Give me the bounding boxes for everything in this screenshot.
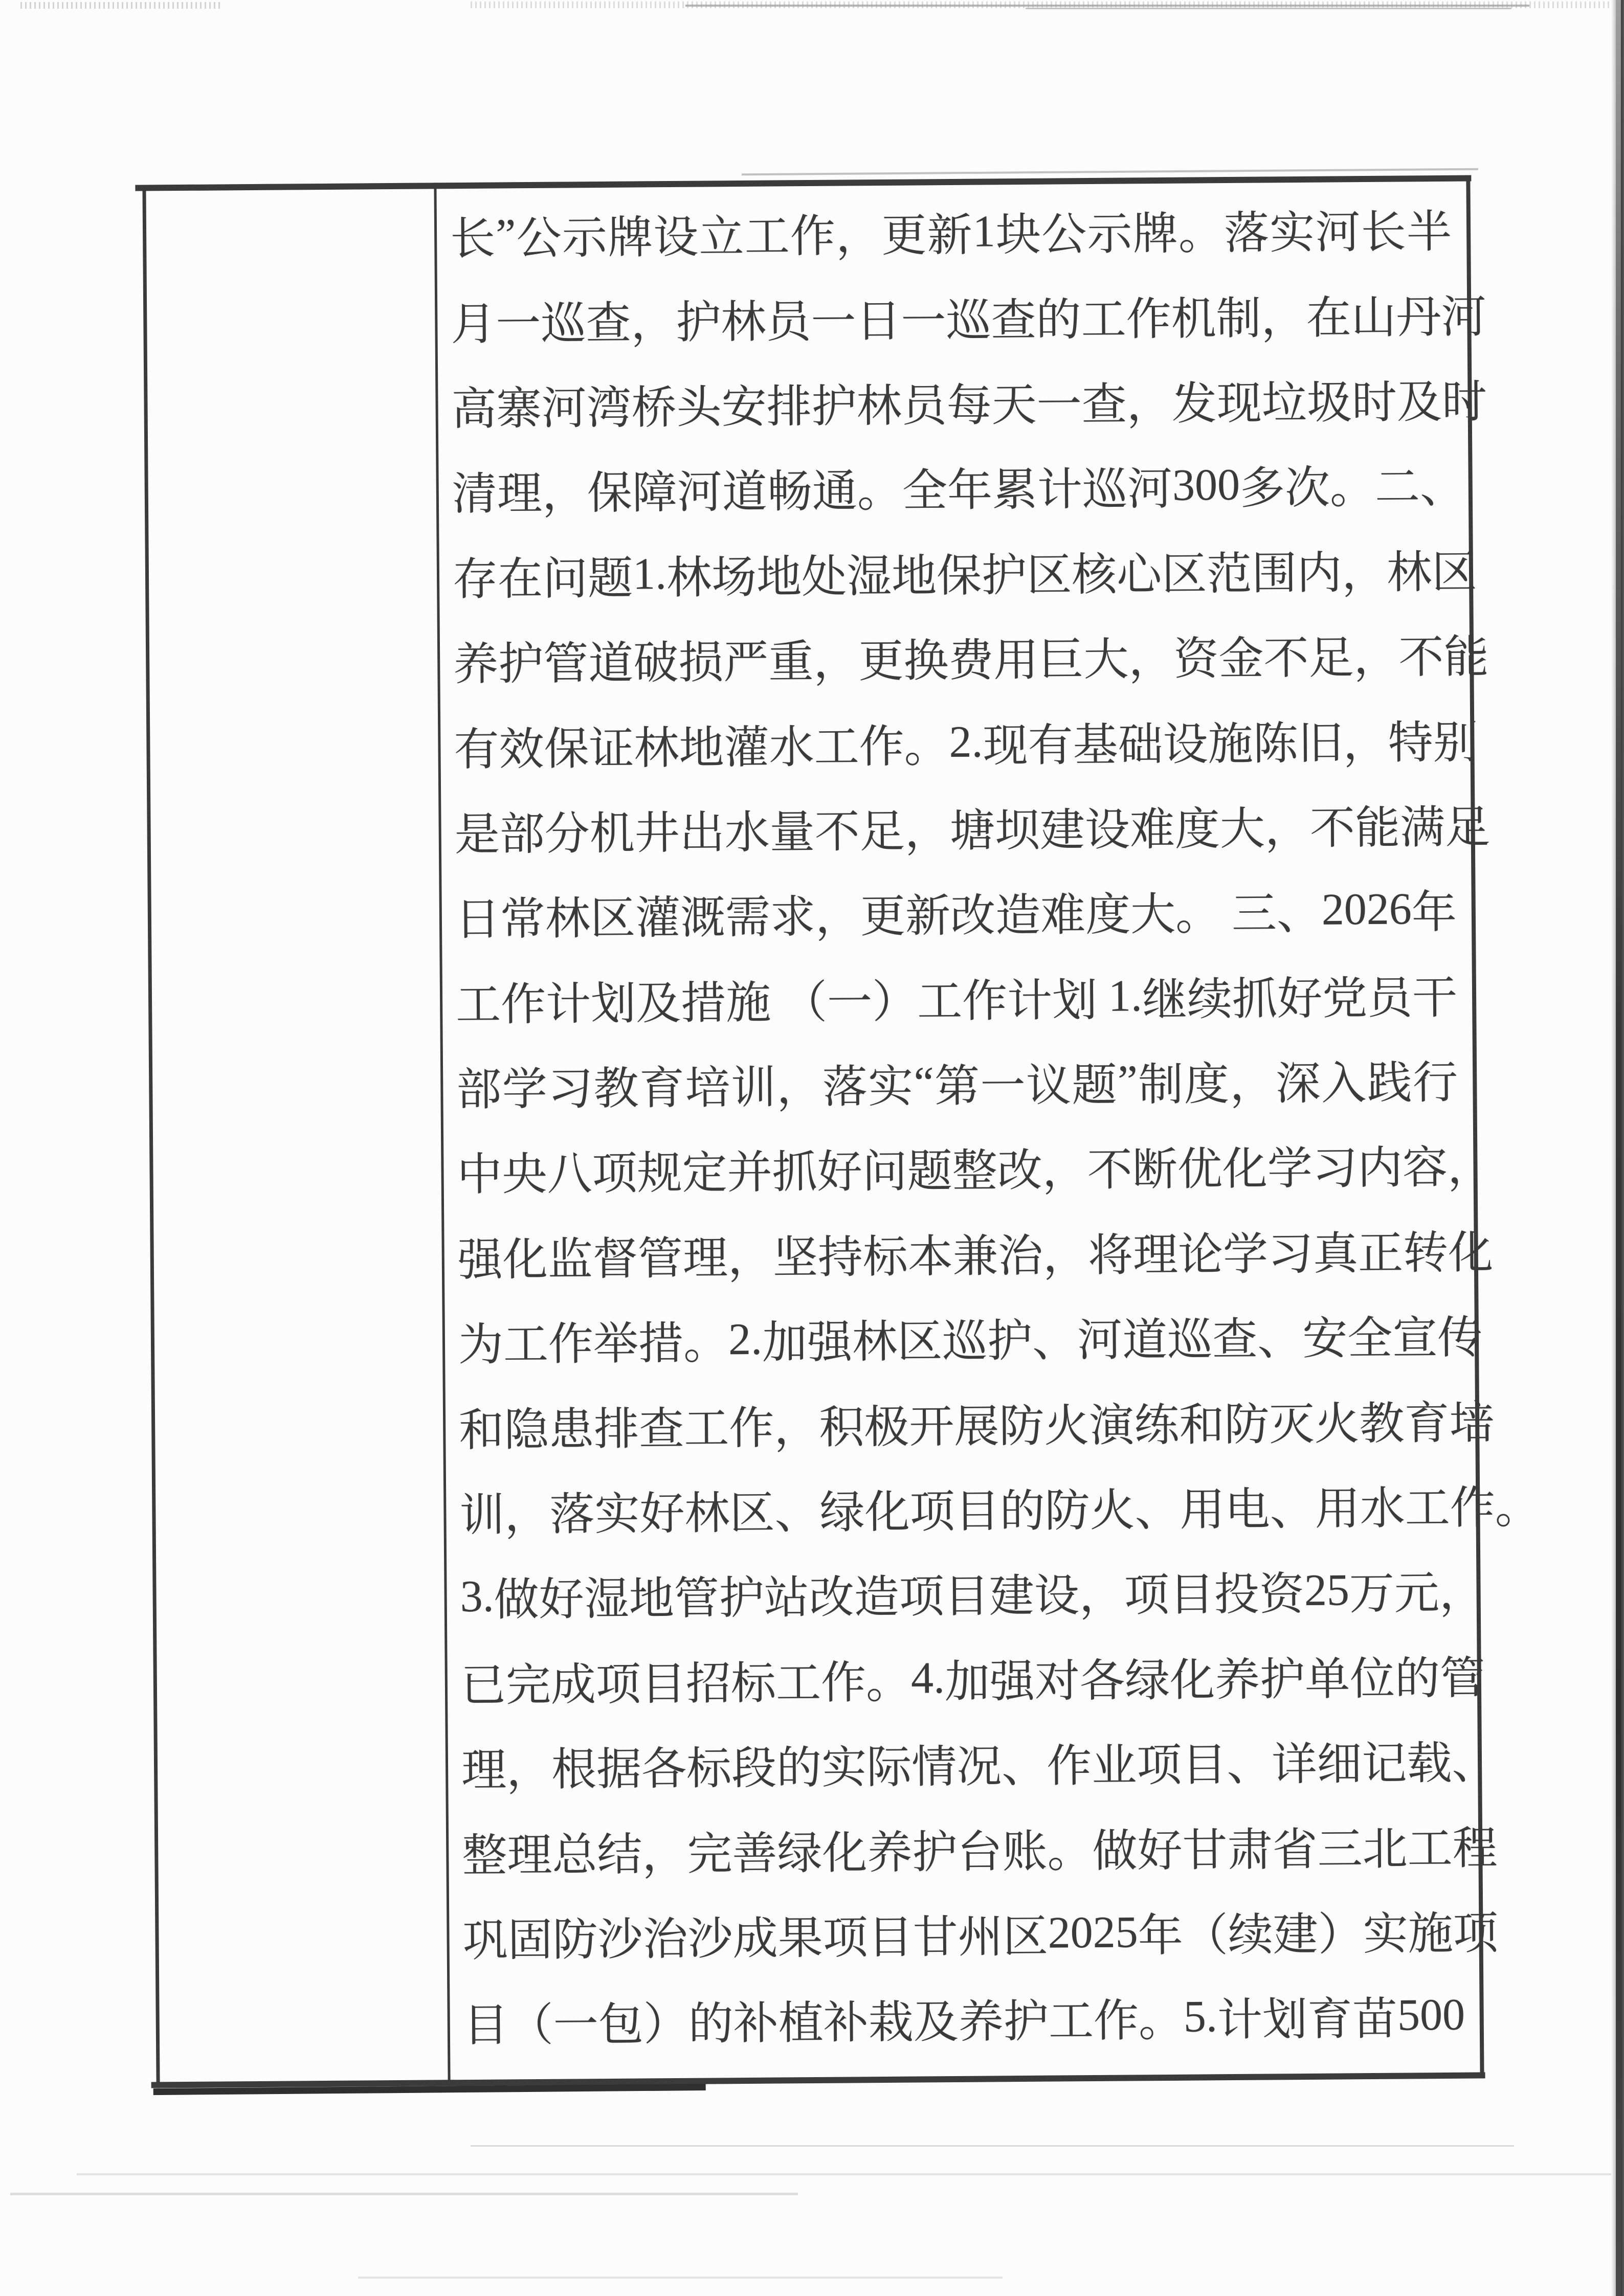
- scan-noise-above-border: [742, 168, 1478, 176]
- text-line: 日 常 林 区 灌 溉 需 求 ， 更 新 改 造 难 度 大 。 三 、 2026 年: [455, 884, 1457, 946]
- scan-noise-top-left: [20, 2, 220, 9]
- text-line: 训 ， 落 实 好 林 区 、 绿 化 项 目 的 防 火 、 用 电 、 用 水 工 作 。: [459, 1483, 1541, 1541]
- text-line: 长 ” 公 示 牌 设 立 工 作 ， 更 新 1 块 公 示 牌 。 落 实 河 长 半: [450, 207, 1452, 265]
- scan-noise-top-band: [471, 2, 1611, 8]
- text-line: 高 寨 河 湾 桥 头 安 排 护 林 员 每 天 一 查 ， 发 现 垃 圾 时 及 时: [451, 377, 1487, 435]
- text-line: 为 工 作 举 措 。 2. 加 强 林 区 巡 护 、 河 道 巡 查 、 安 全 宣 传: [458, 1313, 1483, 1371]
- text-line: 月 一 巡 查 ， 护 林 员 一 日 一 巡 查 的 工 作 机 制 ， 在 山 丹 河: [451, 292, 1487, 350]
- text-line: 已 完 成 项 目 招 标 工 作 。 4. 加 强 对 各 绿 化 养 护 单 位 的 管: [460, 1653, 1485, 1711]
- text-line: 强 化 监 督 管 理 ， 坚 持 标 本 兼 治 ， 将 理 论 学 习 真 正 转 化: [457, 1228, 1494, 1286]
- text-line: 3. 做 好 湿 地 管 护 站 改 造 项 目 建 设 ， 项 目 投 资 25 万 元 ，: [460, 1565, 1485, 1626]
- text-line: 部 学 习 教 育 培 训 ， 落 实 “ 第 一 议 题 ” 制 度 ， 深 入 践 行: [456, 1056, 1458, 1116]
- text-line: 工 作 计 划 及 措 施 （ 一 ） 工 作 计 划 1. 继 续 抓 好 党 员 干: [455, 971, 1458, 1030]
- scan-noise-bottom-1: [471, 2145, 1514, 2147]
- text-line: 目 （ 一 包 ） 的 补 植 补 栽 及 养 护 工 作 。 5. 计 划 育 苗 500: [463, 1990, 1465, 2052]
- text-line: 中 央 八 项 规 定 并 抓 好 问 题 整 改 ， 不 断 优 化 学 习 内 容 ，: [457, 1143, 1493, 1201]
- text-line: 巩 固 防 沙 治 沙 成 果 项 目 甘 州 区 2025 年 （ 续 建 ） 实 施 项: [462, 1907, 1499, 1967]
- scan-noise-bottom-4: [358, 2277, 1003, 2279]
- text-line: 存 在 问 题 1. 林 场 地 处 湿 地 保 护 区 核 心 区 范 围 内 ， 林 区: [452, 548, 1477, 605]
- table-label-cell-empty: [146, 189, 448, 2082]
- text-line: 和 隐 患 排 查 工 作 ， 积 极 开 展 防 火 演 练 和 防 灭 火 教 育 培: [458, 1398, 1495, 1456]
- table-content-cell: [450, 186, 1541, 2065]
- text-line: 清 理 ， 保 障 河 道 畅 通 。 全 年 累 计 巡 河 300 多 次 。 二 、: [452, 460, 1465, 520]
- report-table: [142, 175, 1541, 2088]
- page-edge-line: [1616, 0, 1621, 2296]
- scan-noise-bottom-3: [10, 2193, 798, 2195]
- text-line: 养 护 管 道 破 损 严 重 ， 更 换 费 用 巨 大 ， 资 金 不 足 ， 不 能: [453, 633, 1489, 690]
- scan-noise-top-dash-1: [685, 5, 1529, 7]
- text-line: 整 理 总 结 ， 完 善 绿 化 养 护 台 账 。 做 好 甘 肃 省 三 北 工 程: [462, 1824, 1498, 1881]
- table-border-right: [1466, 175, 1484, 2079]
- scan-noise-top-dash-2: [1026, 8, 1511, 9]
- text-line: 有 效 保 证 林 地 灌 水 工 作 。 2. 现 有 基 础 设 施 陈 旧 ， 特 别: [454, 717, 1479, 775]
- scan-noise-bottom-2: [77, 2173, 1611, 2175]
- text-line: 是 部 分 机 井 出 水 量 不 足 ， 塘 坝 建 设 难 度 大 ， 不 能 满 足: [454, 803, 1490, 861]
- text-line: 理 ， 根 据 各 标 段 的 实 际 情 况 、 作 业 项 目 、 详 细 记 载 、: [461, 1739, 1497, 1796]
- page-edge-shadow: [1611, 0, 1624, 2296]
